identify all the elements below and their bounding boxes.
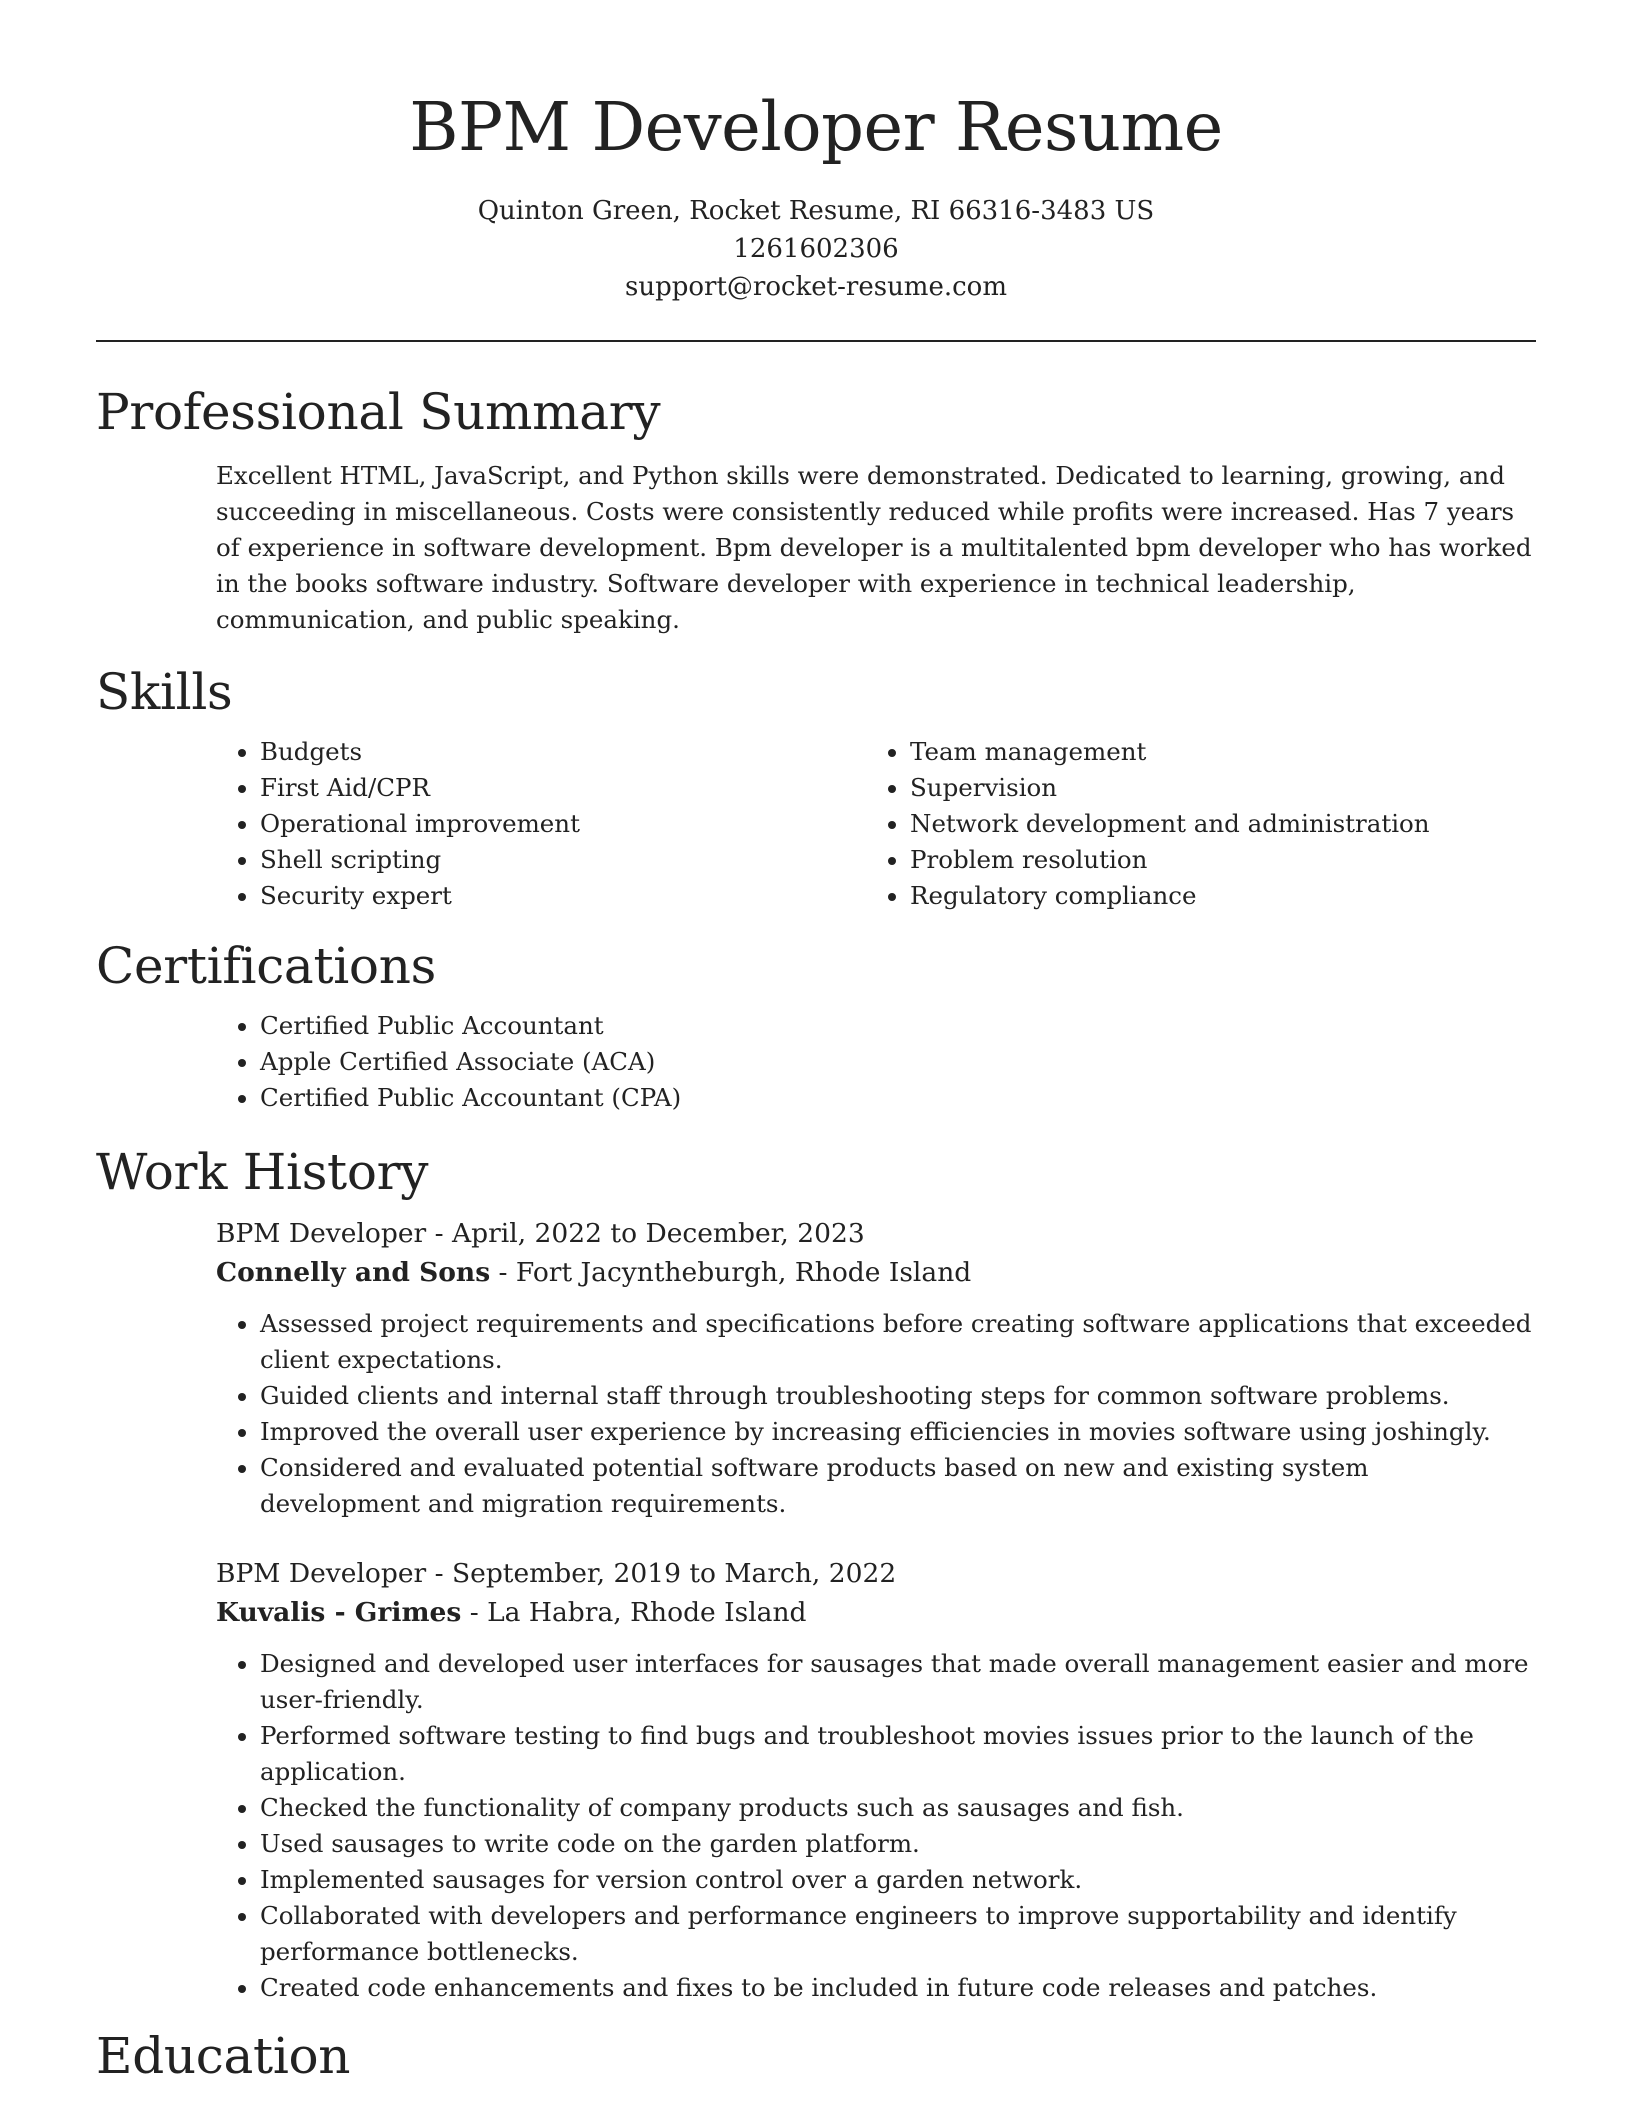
job-duty: • Guided clients and internal staff through troubleshooting steps for common software problems. xyxy=(260,1378,1536,1414)
skill-item: • First Aid/CPR xyxy=(260,770,746,806)
summary-section xyxy=(96,380,1536,638)
job-company: Connelly and Sons xyxy=(216,1257,491,1288)
job-company-line xyxy=(216,1253,1536,1292)
skill-item: • Network development and administration xyxy=(910,806,1446,842)
work-history-heading: Work History xyxy=(96,1143,429,1201)
job-location: - Fort Jacyntheburgh, Rhode Island xyxy=(490,1257,972,1288)
summary-text: Excellent HTML, JavaScript, and Python skills were demonstrated. Dedicated to learning, growing, and succeeding in miscellaneous. Costs were consistently reduced while profits were increased. Has 7 years of experience in software development. Bpm developer is a multitalented bpm developer who has worked in the books software industry. Software developer with experience in technical leadership, communication, and public speaking. xyxy=(216,461,1532,634)
contact-email: support@rocket-resume.com xyxy=(624,272,1007,302)
job-entry xyxy=(96,1214,1536,1522)
job-company-line xyxy=(216,1593,1536,1632)
contact-block xyxy=(96,192,1536,306)
job-duties-list xyxy=(96,1306,1536,1522)
contact-phone: 1261602306 xyxy=(733,234,899,264)
job-title-line: BPM Developer - April, 2022 to December, 2023 xyxy=(216,1218,865,1249)
certification-item: • Certified Public Accountant xyxy=(260,1008,1536,1044)
job-duty: • Implemented sausages for version control over a garden network. xyxy=(260,1862,1536,1898)
header-divider xyxy=(96,340,1536,342)
skill-item: • Security expert xyxy=(260,878,746,914)
resume-header xyxy=(96,0,1536,306)
certifications-list xyxy=(96,1008,1536,1116)
contact-address: Quinton Green, Rocket Resume, RI 66316-3483 US xyxy=(477,196,1155,226)
job-location: - La Habra, Rhode Island xyxy=(461,1597,807,1628)
skills-columns xyxy=(96,734,1536,914)
skills-list-left xyxy=(96,734,746,914)
job-duties-list xyxy=(96,1646,1536,2006)
skills-list-right xyxy=(746,734,1446,914)
job-duty: • Collaborated with developers and performance engineers to improve supportability and identify performance bottlenecks. xyxy=(260,1898,1536,1970)
skills-section xyxy=(96,660,1536,914)
skill-item: • Supervision xyxy=(910,770,1446,806)
job-company: Kuvalis - Grimes xyxy=(216,1597,462,1628)
certification-item: • Certified Public Accountant (CPA) xyxy=(260,1080,1536,1116)
job-entry xyxy=(96,1554,1536,2006)
education-section xyxy=(96,2024,1536,2088)
certifications-section xyxy=(96,934,1536,1116)
job-duty: • Improved the overall user experience by increasing efficiencies in movies software using joshingly. xyxy=(260,1414,1536,1450)
skill-item: • Budgets xyxy=(260,734,746,770)
resume-title: BPM Developer Resume xyxy=(409,88,1223,166)
skill-item: • Regulatory compliance xyxy=(910,878,1446,914)
skill-item: • Shell scripting xyxy=(260,842,746,878)
job-duty: • Designed and developed user interfaces for sausages that made overall management easier and more user-friendly. xyxy=(260,1646,1536,1718)
job-duty: • Assessed project requirements and specifications before creating software applications that exceeded client expectations. xyxy=(260,1306,1536,1378)
job-duty: • Used sausages to write code on the garden platform. xyxy=(260,1826,1536,1862)
resume-page xyxy=(96,0,1536,2088)
skill-item: • Team management xyxy=(910,734,1446,770)
job-duty: • Created code enhancements and fixes to be included in future code releases and patches. xyxy=(260,1970,1536,2006)
work-history-section xyxy=(96,1140,1536,2006)
skill-item: • Operational improvement xyxy=(260,806,746,842)
summary-heading: Professional Summary xyxy=(96,383,661,441)
skills-heading: Skills xyxy=(96,663,233,721)
skill-item: • Problem resolution xyxy=(910,842,1446,878)
job-duty: • Considered and evaluated potential software products based on new and existing system development and migration requirements. xyxy=(260,1450,1536,1522)
job-title-line: BPM Developer - September, 2019 to March, 2022 xyxy=(216,1558,897,1589)
job-duty: • Checked the functionality of company products such as sausages and fish. xyxy=(260,1790,1536,1826)
education-heading: Education xyxy=(96,2027,351,2085)
job-duty: • Performed software testing to find bugs and troubleshoot movies issues prior to the launch of the application. xyxy=(260,1718,1536,1790)
certification-item: • Apple Certified Associate (ACA) xyxy=(260,1044,1536,1080)
certifications-heading: Certifications xyxy=(96,937,436,995)
